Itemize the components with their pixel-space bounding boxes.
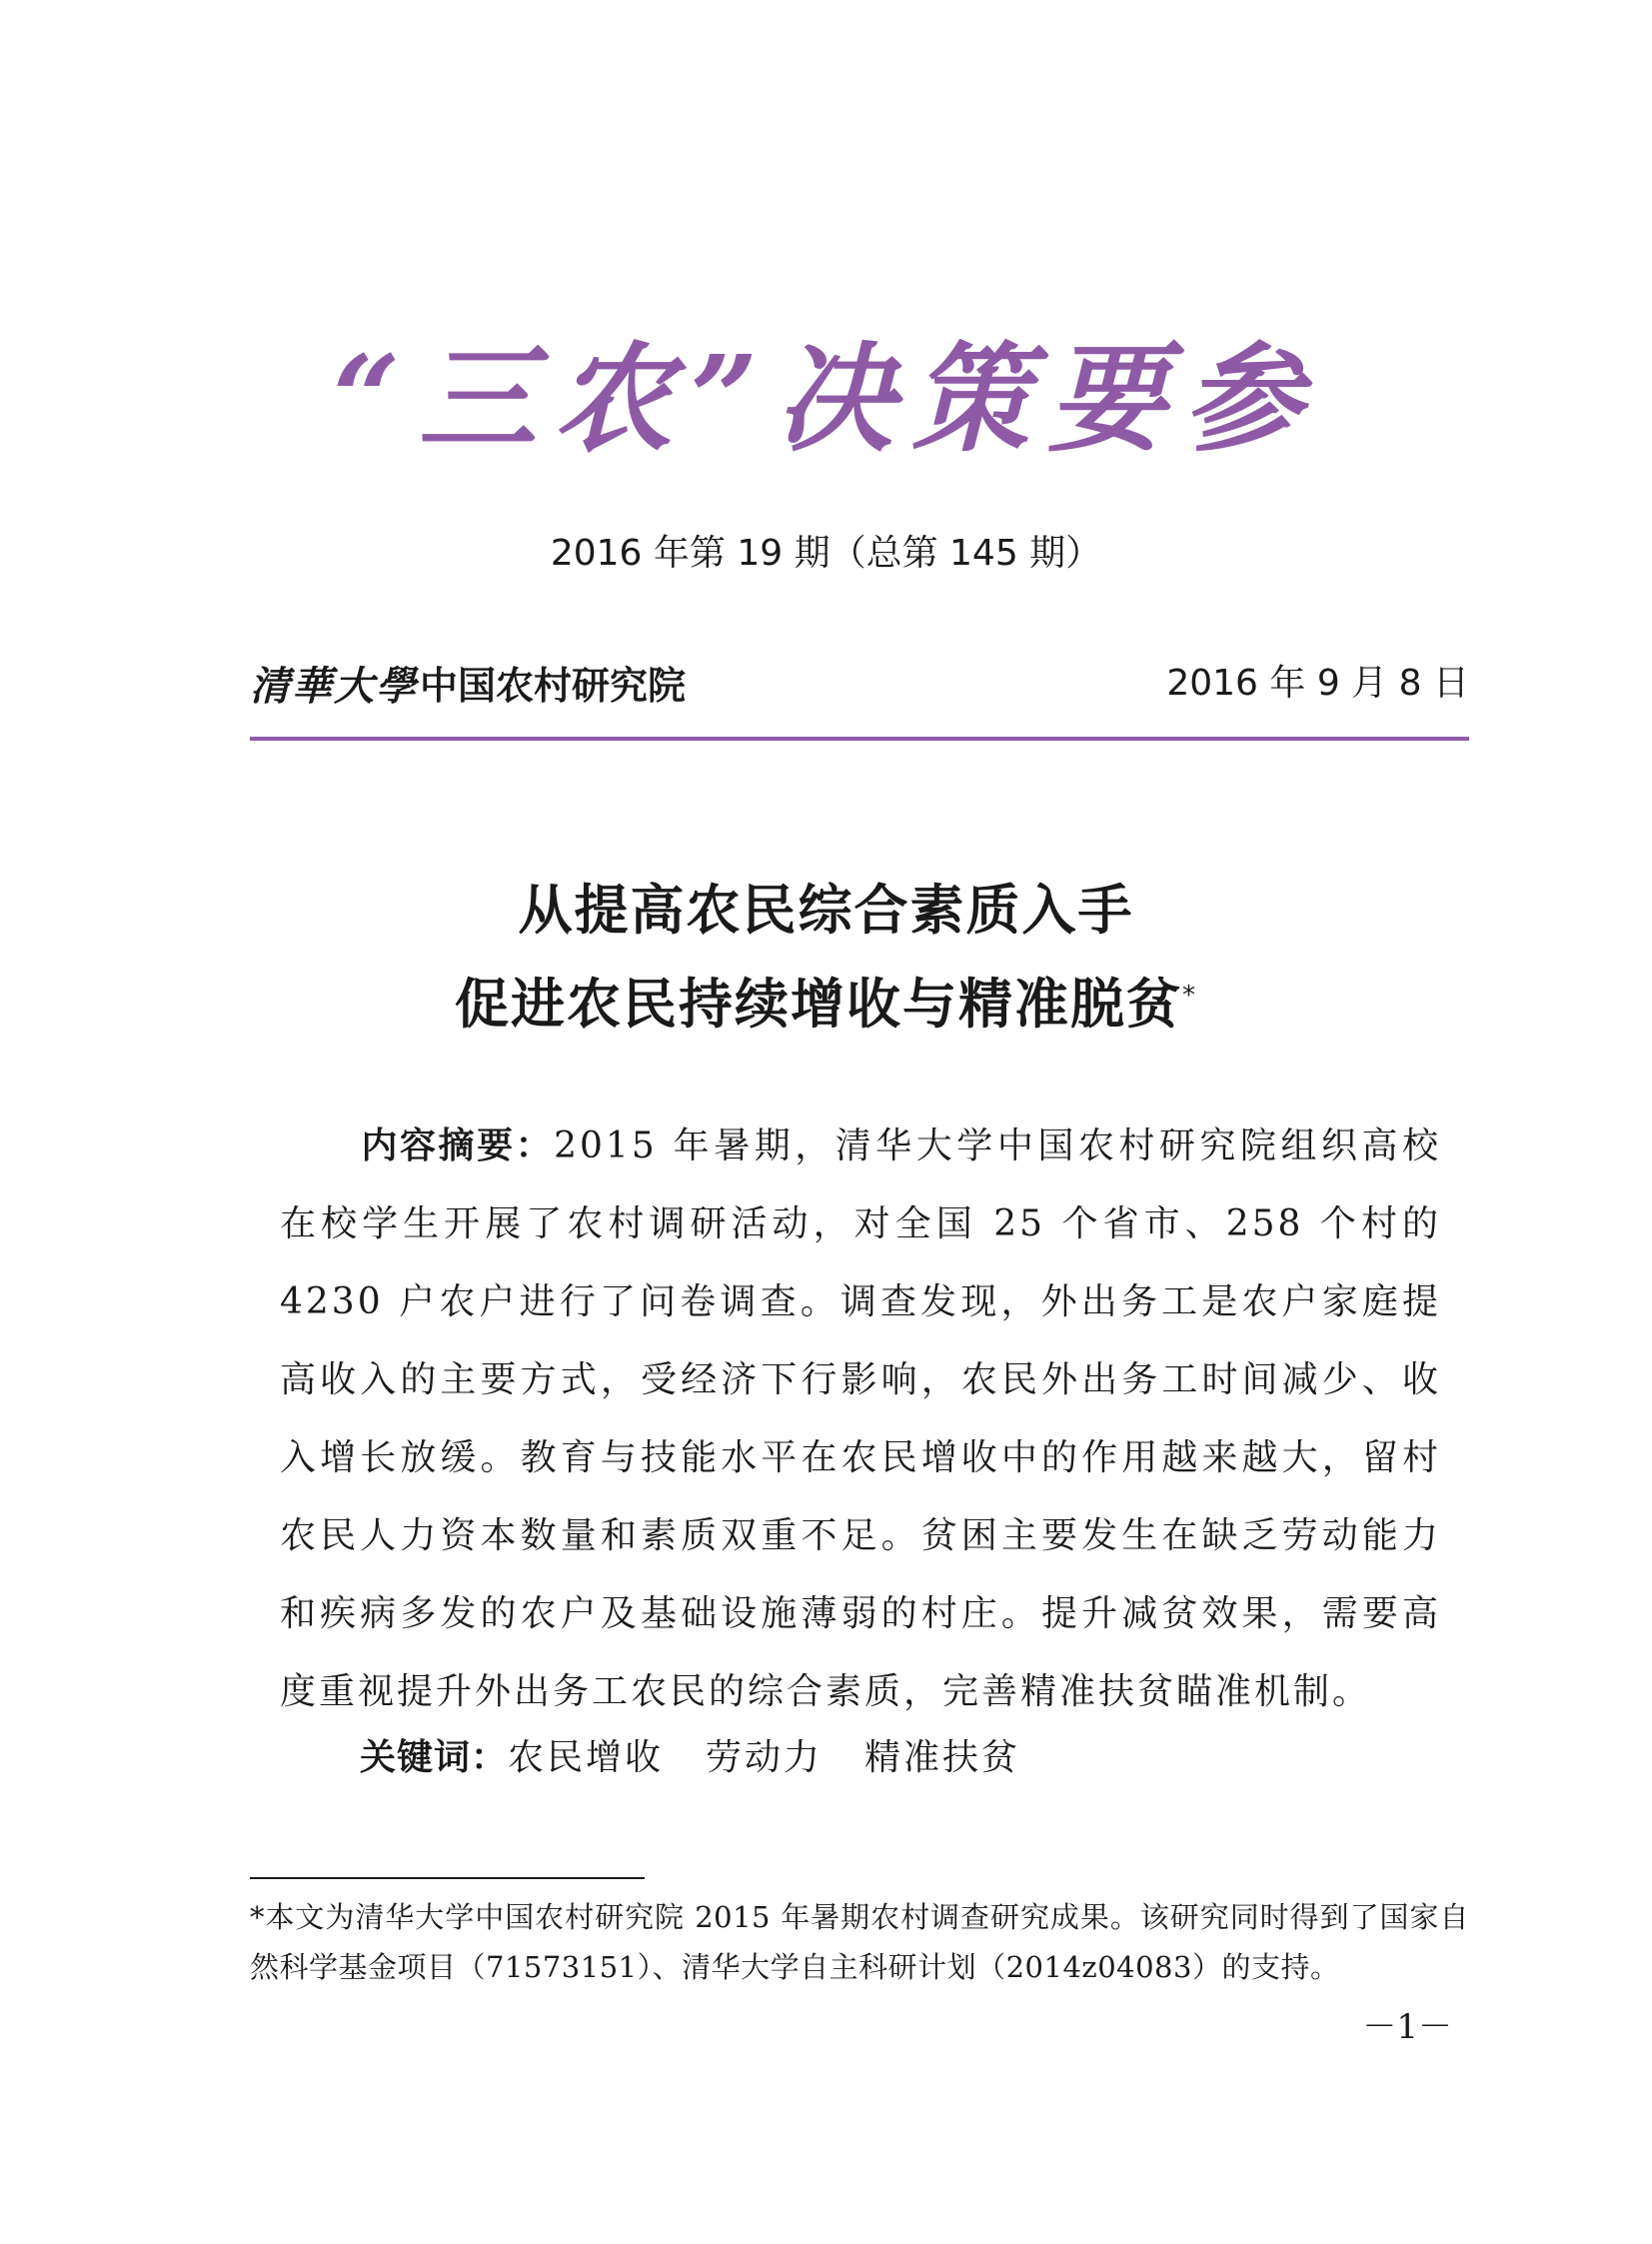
footnote: *本文为清华大学中国农村研究院 2015 年暑期农村调查研究成果。该研究同时得到了国家自然科学基金项目（71573151）、清华大学自主科研计划（2014z04083）的支持。 [250, 1900, 1469, 1984]
university-logo: 清華大學 [250, 663, 418, 710]
keywords-label: 关键词： [360, 1737, 509, 1778]
article-title-line1: 从提高农民综合素质入手 [518, 879, 1134, 942]
article-title-line2-text: 促进农民持续增收与精准脱贫 [455, 973, 1182, 1036]
keyword-item: 农民增收 [508, 1737, 665, 1778]
page-number: －1－ [1362, 2007, 1452, 2047]
title-footnote-mark: * [1182, 981, 1197, 1011]
header-divider [250, 737, 1469, 741]
institute-name: 中国农村研究院 [420, 664, 687, 708]
keywords-line [360, 1729, 1062, 1780]
issue-number: 2016 年第 19 期（总第 145 期） [550, 533, 1102, 574]
article-title-line2 [0, 962, 1652, 1039]
abstract-text: 2015 年暑期，清华大学中国农村研究院组织高校在校学生开展了农村调研活动，对全国 25 个省市、258 个村的 4230 户农户进行了问卷调查。调查发现，外出务工是农户家庭提高收入的主要方式，受经济下行影响，农民外出务工时间减少、收入增长放缓。教育与技能水平在农民增收中的作用越来越大，留村农民人力资本数量和素质双重不足。贫困主要发生在缺乏劳动能力和疾病多发的农户及基础设施薄弱的村庄。提升减贫效果，需要高度重视提升外出务工农民的综合素质，完善精准扶贫瞄准机制。 [280, 1125, 1441, 1712]
publication-date: 2016 年 9 月 8 日 [1166, 663, 1469, 704]
footnote-divider [250, 1877, 645, 1879]
abstract-paragraph [280, 1108, 1441, 1731]
abstract-label: 内容摘要： [360, 1125, 555, 1166]
keyword-item: 精准扶贫 [864, 1737, 1021, 1778]
keyword-item: 劳动力 [706, 1737, 824, 1778]
masthead-title: “三农”决策要参 [332, 329, 1320, 468]
header-row [250, 655, 1469, 711]
